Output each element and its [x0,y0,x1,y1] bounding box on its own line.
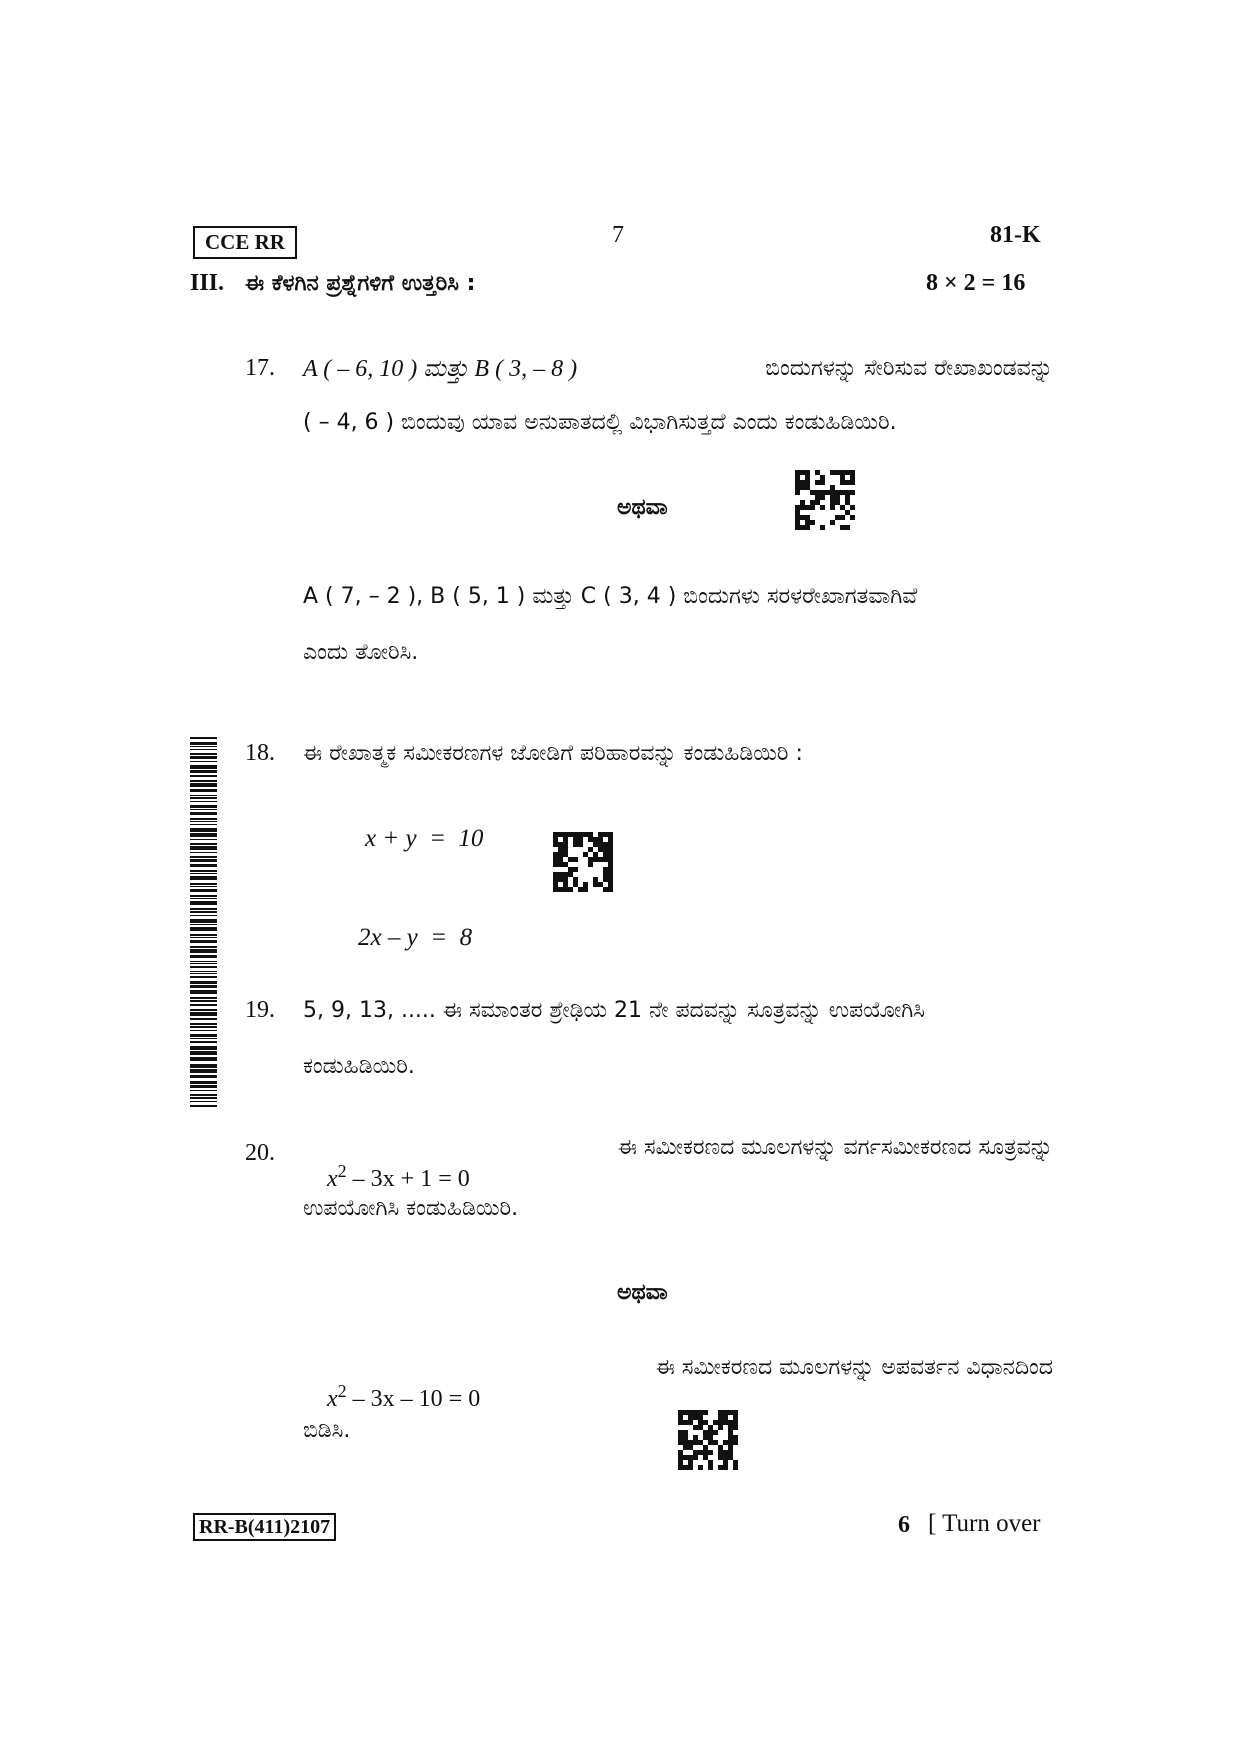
footer-code: RR-B(411)2107 [199,1516,331,1538]
q20-alt-equation-rest: – 3x – 10 = 0 [346,1386,481,1412]
q18-text: ಈ ರೇಖಾತ್ಮಕ ಸಮೀಕರಣಗಳ ಜೋಡಿಗೆ ಪರಿಹಾರವನ್ನು ಕಂಡುಹಿಡಿಯಿರಿ : [303,741,803,766]
q17-line1 [303,356,1053,383]
q20-line2: ಉಪಯೋಗಿಸಿ ಕಂಡುಹಿಡಿಯಿರಿ. [303,1196,519,1221]
qr-code-icon [553,832,613,892]
q17-alt-line1: A ( 7, – 2 ), B ( 5, 1 ) ಮತ್ತು C ( 3, 4 ) ಬಿಂದುಗಳು ಸರಳರೇಖಾಗತವಾಗಿವೆ [303,584,918,609]
q19-number: 19. [245,997,275,1023]
q17-number: 17. [245,355,275,381]
section-roman: III. [190,270,225,296]
q19-line2: ಕಂಡುಹಿಡಿಯಿರಿ. [303,1054,415,1079]
q20-var: x [327,1166,338,1192]
q20-or-label: ಅಥವಾ [617,1280,668,1305]
page-count: 6 [898,1512,910,1538]
barcode-icon [190,737,217,1112]
page-number: 7 [612,222,624,248]
section-marks: 8 × 2 = 16 [926,270,1026,296]
q20-exponent: 2 [337,1161,347,1181]
q20-alt-text: ಈ ಸಮೀಕರಣದ ಮೂಲಗಳನ್ನು ಅಪವರ್ತನ ವಿಧಾನದಿಂದ [655,1355,1053,1380]
subject-code: CCE RR [205,230,285,254]
q17-line2: ( – 4, 6 ) ಬಿಂದುವು ಯಾವ ಅನುಪಾತದಲ್ಲಿ ವಿಭಾಗಿಸುತ್ತದೆ ಎಂದು ಕಂಡುಹಿಡಿಯಿರಿ. [303,410,897,435]
q17-or-label: ಅಥವಾ [617,495,668,520]
q18-eq2: 2x – y = 8 [358,924,473,951]
qr-code-icon [678,1410,738,1470]
section-instruction: ಈ ಕೆಳಗಿನ ಪ್ರಶ್ನೆಗಳಿಗೆ ಉತ್ತರಿಸಿ : [245,271,476,296]
q18-eq1: x + y = 10 [365,825,484,852]
qr-code-icon [795,470,855,530]
q17-points-text: A ( – 6, 10 ) ಮತ್ತು B ( 3, – 8 ) [303,356,578,382]
q18-number: 18. [245,740,275,766]
q17-line1-text: ಬಿಂದುಗಳನ್ನು ಸೇರಿಸುವ ರೇಖಾಖಂಡವನ್ನು [765,356,1053,381]
q19-line1: 5, 9, 13, ..... ಈ ಸಮಾಂತರ ಶ್ರೇಢಿಯ 21 ನೇ ಪದವನ್ನು ಸೂತ್ರವನ್ನು ಉಪಯೋಗಿಸಿ [303,998,925,1023]
q20-alt-exponent: 2 [337,1381,347,1401]
footer-code-box [193,1513,336,1541]
q20-alt-var: x [327,1386,338,1412]
q20-number: 20. [245,1140,275,1166]
q20-alt-line2: ಬಿಡಿಸಿ. [303,1418,351,1443]
paper-code: 81-K [990,222,1041,248]
subject-code-box [193,226,297,259]
turn-over: [ Turn over [928,1510,1041,1537]
q20-equation-rest: – 3x + 1 = 0 [346,1166,470,1192]
q20-line1-text: ಈ ಸಮೀಕರಣದ ಮೂಲಗಳನ್ನು ವರ್ಗಸಮೀಕರಣದ ಸೂತ್ರವನ್ನು [617,1135,1053,1160]
q17-alt-line2: ಎಂದು ತೋರಿಸಿ. [303,640,419,665]
